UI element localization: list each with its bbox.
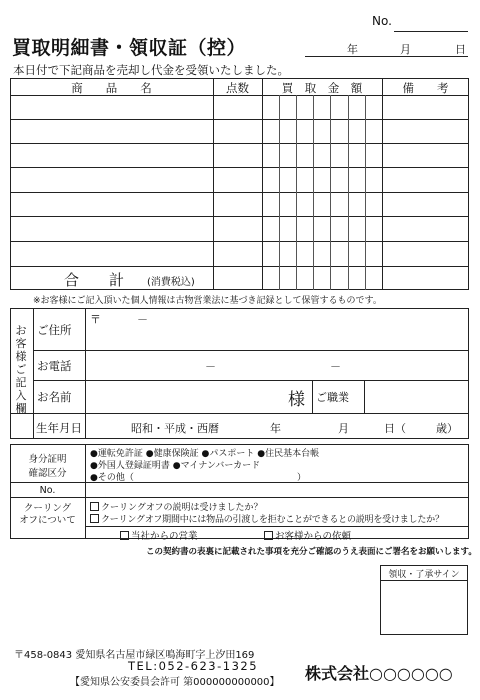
cooling-q2-checkbox[interactable]	[90, 514, 99, 523]
col-item-header: 商 品 名	[71, 81, 152, 95]
phone-dash-1: －	[205, 360, 216, 373]
name-honorific: 様	[288, 390, 305, 410]
id-option-mynumber[interactable]: マイナンバーカード	[180, 461, 261, 471]
sales-customer-text: お客様からの依頼	[275, 531, 352, 542]
sales-option-company	[120, 528, 198, 542]
customer-side-label: お客様ご記入欄	[15, 324, 27, 415]
sales-company-text: 当社からの営業	[131, 531, 198, 542]
id-option-passport[interactable]: パスポート	[209, 449, 255, 459]
no-underline	[394, 31, 468, 32]
bullet-icon: ●	[145, 449, 154, 459]
name-label: お名前	[37, 390, 72, 404]
id-check-label-2: 確認区分	[28, 468, 67, 479]
total-label: 合 計	[64, 271, 125, 289]
id-check-label-1: 身分証明	[28, 454, 67, 465]
id-number-label: No.	[39, 485, 56, 496]
sales-option-customer	[264, 528, 351, 542]
intro-text: 本日付で下記商品を売却し代金を受領いたしました。	[13, 63, 289, 77]
footer-phone: TEL:052-623-1325	[128, 659, 259, 673]
id-options-row-3	[90, 470, 134, 483]
cooling-q1-checkbox[interactable]	[90, 502, 99, 511]
id-option-other[interactable]: その他（	[97, 473, 134, 483]
date-month-label: 月	[400, 43, 411, 56]
birthdate-month: 月	[338, 422, 349, 435]
footer-address: 〒458-0843 愛知県名古屋市緑区鳴海町字上汐田169	[14, 650, 255, 661]
bullet-icon: ●	[257, 449, 266, 459]
bullet-icon: ●	[90, 473, 98, 483]
id-option-foreigner[interactable]: 外国人登録証明書	[97, 461, 170, 471]
sales-customer-checkbox[interactable]	[264, 531, 273, 540]
cooling-off-label-2: オフについて	[19, 515, 76, 526]
footer-license: 【愛知県公安委員会許可 第000000000000】	[70, 677, 280, 688]
cooling-q1-text: クーリングオフの説明は受けましたか？	[101, 503, 263, 513]
id-option-insurance[interactable]: 健康保険証	[153, 449, 199, 459]
birthdate-label: 生年月日	[36, 421, 82, 435]
id-option-resident[interactable]: 住民基本台帳	[265, 449, 320, 459]
agreement-note: この契約書の表裏に記載された事項を充分ご確認のうえ表面にご署名をお願いします。	[146, 547, 477, 557]
no-label: No.	[372, 14, 392, 28]
signature-box-label: 領収・了承サイン	[388, 570, 460, 580]
id-other-close: ）	[297, 473, 307, 483]
postal-mark: 〒	[90, 313, 101, 326]
col-note-header: 備 考	[402, 81, 449, 95]
id-option-license[interactable]: 運転免許証	[97, 449, 143, 459]
cooling-off-label-1: クーリング	[23, 503, 72, 514]
birthdate-day: 日（	[384, 422, 406, 435]
bullet-icon: ●	[201, 449, 210, 459]
address-label: ご住所	[37, 323, 72, 337]
bullet-icon: ●	[90, 461, 98, 471]
col-qty-header: 点数	[226, 81, 249, 95]
cooling-off-q2	[90, 512, 444, 525]
birthdate-era: 昭和・平成・西暦	[131, 422, 219, 435]
bullet-icon: ●	[172, 461, 181, 471]
postal-dash: －	[137, 313, 148, 326]
bullet-icon: ●	[90, 449, 98, 459]
goods-table	[10, 78, 469, 290]
phone-dash-2: －	[330, 360, 341, 373]
privacy-note: ※お客様にご記入頂いた個人情報は古物営業法に基づき記録として保管するものです。	[33, 296, 382, 306]
total-tax-note: (消費税込)	[147, 277, 195, 288]
cooling-q2-text: クーリングオフ期間中には物品の引渡しを拒むことができるとの説明を受けましたか？	[101, 515, 444, 525]
birthdate-year: 年	[270, 422, 281, 435]
sales-company-checkbox[interactable]	[120, 531, 129, 540]
occupation-label: ご職業	[316, 391, 349, 404]
date-year-label: 年	[347, 43, 358, 56]
phone-label: お電話	[37, 359, 72, 373]
document-title: 買取明細書・領収証（控）	[12, 37, 247, 59]
col-price-header: 買 取 金 額	[281, 81, 363, 95]
birthdate-age: 歳）	[436, 422, 458, 435]
date-day-label: 日	[455, 43, 466, 56]
company-name: 株式会社○○○○○○	[305, 664, 453, 683]
date-underline	[305, 56, 468, 57]
